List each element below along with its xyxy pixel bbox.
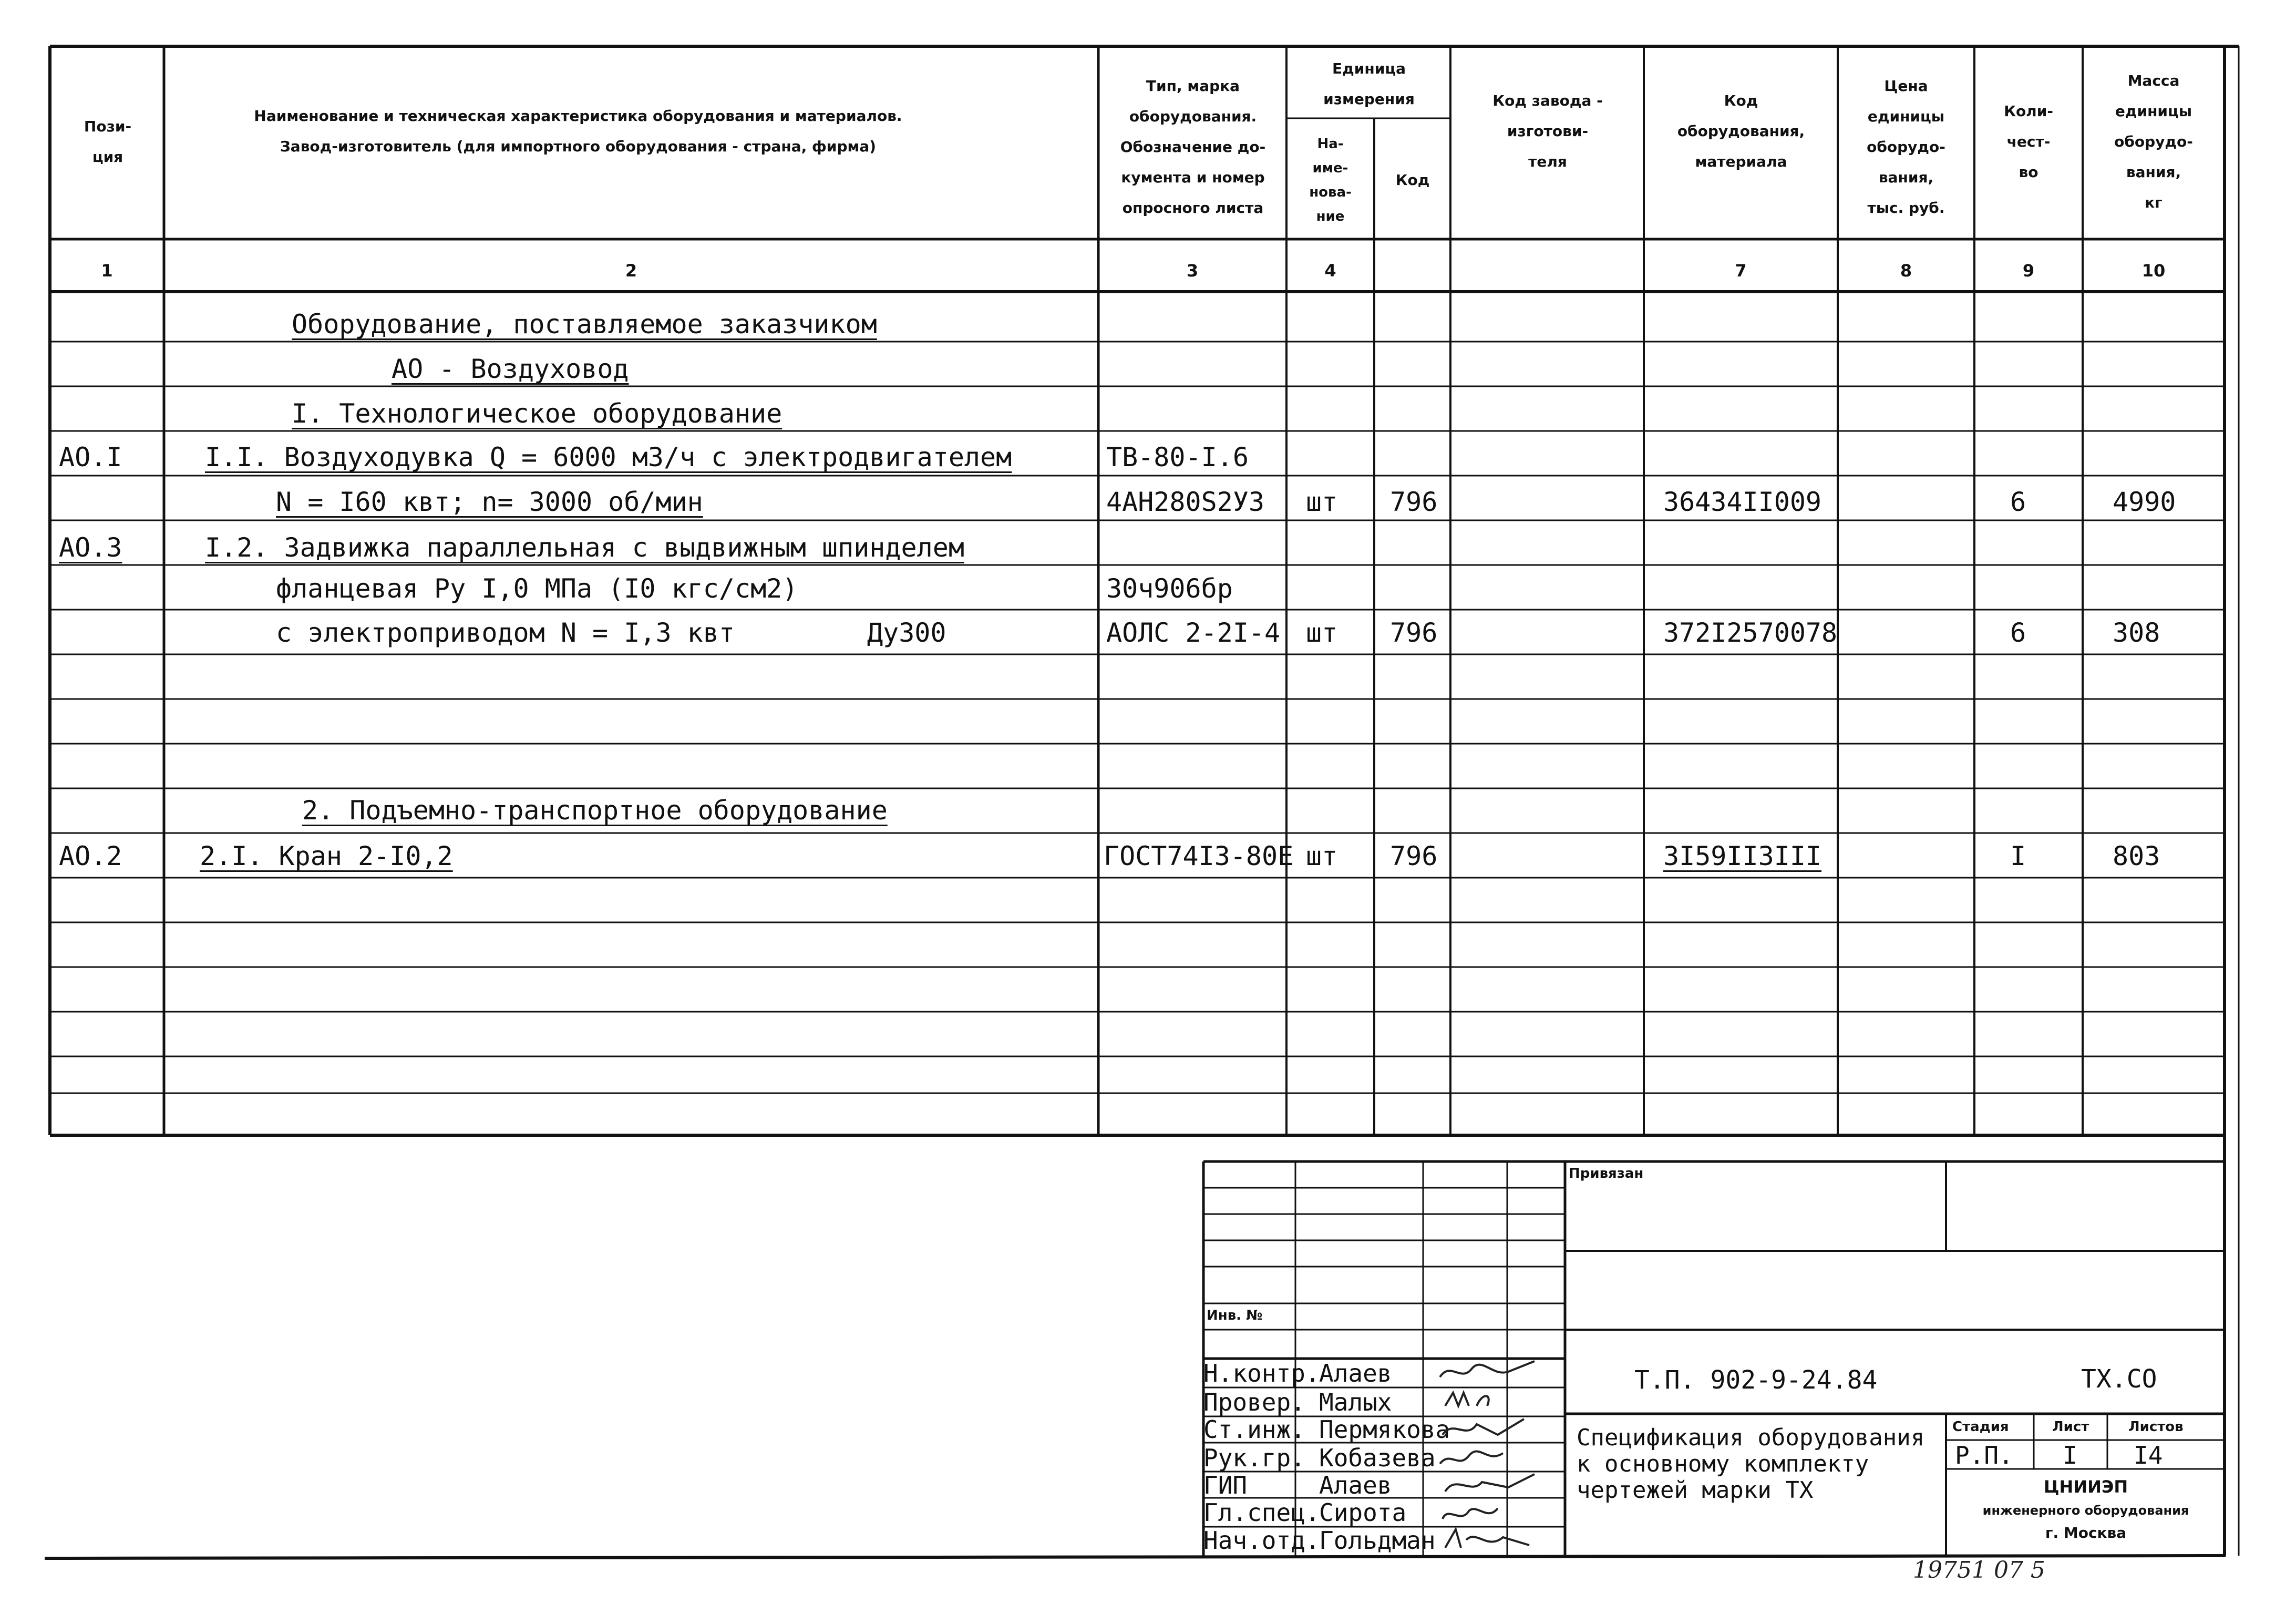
col-number: 8 xyxy=(1900,261,1912,281)
header-equipment-code: Код оборудования, материала xyxy=(1677,92,1805,170)
unit-code: 796 xyxy=(1390,841,1438,871)
person-name: Сирота xyxy=(1319,1498,1407,1527)
role-label: Н.контр. xyxy=(1203,1359,1320,1387)
position-cell: АО.I xyxy=(59,442,122,472)
quantity: 6 xyxy=(2010,618,2026,648)
document-title: Спецификация оборудования xyxy=(1577,1424,1925,1451)
project-number: Т.П. 902-9-24.84 xyxy=(1634,1365,1878,1395)
col-number: 4 xyxy=(1324,261,1336,281)
archive-code: 19751 07 5 xyxy=(1913,1557,2045,1584)
header-manufacturer-code: Код завода - изготови- теля xyxy=(1492,92,1603,170)
header-unit-name: На- име- нова- ние xyxy=(1309,136,1352,224)
header-position: Пози- ция xyxy=(84,118,132,166)
section-heading: Оборудование, поставляемое заказчиком xyxy=(292,309,877,340)
item-name: I.I. Воздуходувка Q = 6000 м3/ч с электродвигателем xyxy=(205,442,1012,472)
col-number: 2 xyxy=(625,261,637,281)
unit-code: 796 xyxy=(1390,487,1438,517)
header-unit-code: Код xyxy=(1395,171,1430,189)
person-name: Кобазева xyxy=(1319,1444,1436,1472)
stage-label: Стадия xyxy=(1952,1419,2009,1435)
mass: 4990 xyxy=(2113,487,2176,517)
sheet-label: Лист xyxy=(2052,1419,2089,1435)
unit-name: шт xyxy=(1306,841,1338,871)
unit-code: 796 xyxy=(1390,618,1438,648)
role-label: ГИП xyxy=(1203,1471,1248,1499)
position-cell: АО.2 xyxy=(59,841,122,871)
sheets-value: I4 xyxy=(2134,1441,2163,1469)
group-heading: 2. Подъемно-транспортное оборудование xyxy=(302,795,888,826)
person-name: Алаев xyxy=(1319,1471,1392,1499)
equipment-code: 36434II009 xyxy=(1663,487,1822,517)
document-title: чертежей марки ТХ xyxy=(1577,1477,1814,1504)
item-name: фланцевая Ру I,0 МПа (I0 кгс/см2) xyxy=(276,573,798,604)
item-type: ТВ-80-I.6 xyxy=(1106,442,1249,472)
person-name: Малых xyxy=(1319,1388,1392,1416)
item-type: ГОСТ74I3-80Е xyxy=(1104,841,1294,871)
role-label: Провер. xyxy=(1203,1388,1305,1416)
privyazan-label: Привязан xyxy=(1569,1166,1644,1181)
header-mass: Масса единицы оборудо- вания, кг xyxy=(2114,72,2193,211)
mass: 803 xyxy=(2113,841,2160,871)
item-name: с электроприводом N = I,3 квт xyxy=(276,618,735,648)
header-name: Наименование и техническая характеристика оборудования и материалов. Завод-изготовитель (для импортного оборудования - страна, фирма) xyxy=(254,107,902,155)
subsection-heading: АО - Воздуховод xyxy=(392,354,629,384)
position-cell: АО.3 xyxy=(59,532,122,563)
unit-name: шт xyxy=(1306,618,1338,648)
item-name: I.2. Задвижка параллельная с выдвижным шпинделем xyxy=(205,532,964,563)
item-type: АОЛС 2-2I-4 xyxy=(1106,618,1281,648)
person-name: Алаев xyxy=(1319,1359,1392,1387)
col-number: 9 xyxy=(2022,261,2035,281)
inventory-number-label: Инв. № xyxy=(1207,1308,1263,1323)
stage-value: Р.П. xyxy=(1955,1441,2013,1469)
person-name: Гольдман xyxy=(1319,1526,1436,1555)
group-heading: I. Технологическое оборудование xyxy=(292,398,783,429)
col-number: 10 xyxy=(2141,261,2166,281)
document-title: к основному комплекту xyxy=(1577,1451,1869,1477)
role-label: Нач.отд. xyxy=(1203,1526,1320,1555)
organization: ЦНИИЭП инженерного оборудования г. Москва xyxy=(1982,1477,2189,1541)
col-number: 3 xyxy=(1186,261,1199,281)
item-name: 2.I. Кран 2-I0,2 xyxy=(200,841,453,871)
equipment-code: 3I59II3III xyxy=(1663,841,1822,871)
header-price: Цена единицы оборудо- вания, тыс. руб. xyxy=(1867,77,1945,217)
equipment-code: 372I2570078 xyxy=(1663,618,1838,648)
unit-name: шт xyxy=(1306,487,1338,517)
sheets-label: Листов xyxy=(2128,1419,2184,1435)
document-mark: ТХ.СО xyxy=(2081,1364,2157,1394)
item-size: Ду300 xyxy=(867,618,946,648)
item-type: 4АН280S2У3 xyxy=(1106,487,1265,517)
item-name: N = I60 квт; n= 3000 об/мин xyxy=(276,487,703,517)
header-type: Тип, марка оборудования. Обозначение до- кумента и номер опросного листа xyxy=(1120,77,1266,217)
role-label: Рук.гр. xyxy=(1203,1444,1305,1472)
signatures xyxy=(1429,1356,1556,1556)
mass: 308 xyxy=(2113,618,2160,648)
sheet-value: I xyxy=(2063,1441,2077,1469)
col-number: 1 xyxy=(101,261,113,281)
role-label: Ст.инж. xyxy=(1203,1415,1305,1444)
role-label: Гл.спец. xyxy=(1203,1498,1320,1527)
header-unit: Единица измерения xyxy=(1323,60,1415,108)
quantity: 6 xyxy=(2010,487,2026,517)
header-quantity: Коли- чест- во xyxy=(2004,102,2053,181)
item-type: 30ч906бр xyxy=(1106,573,1233,604)
person-name: Пермякова xyxy=(1319,1415,1450,1444)
col-number: 7 xyxy=(1735,261,1747,281)
quantity: I xyxy=(2010,841,2026,871)
